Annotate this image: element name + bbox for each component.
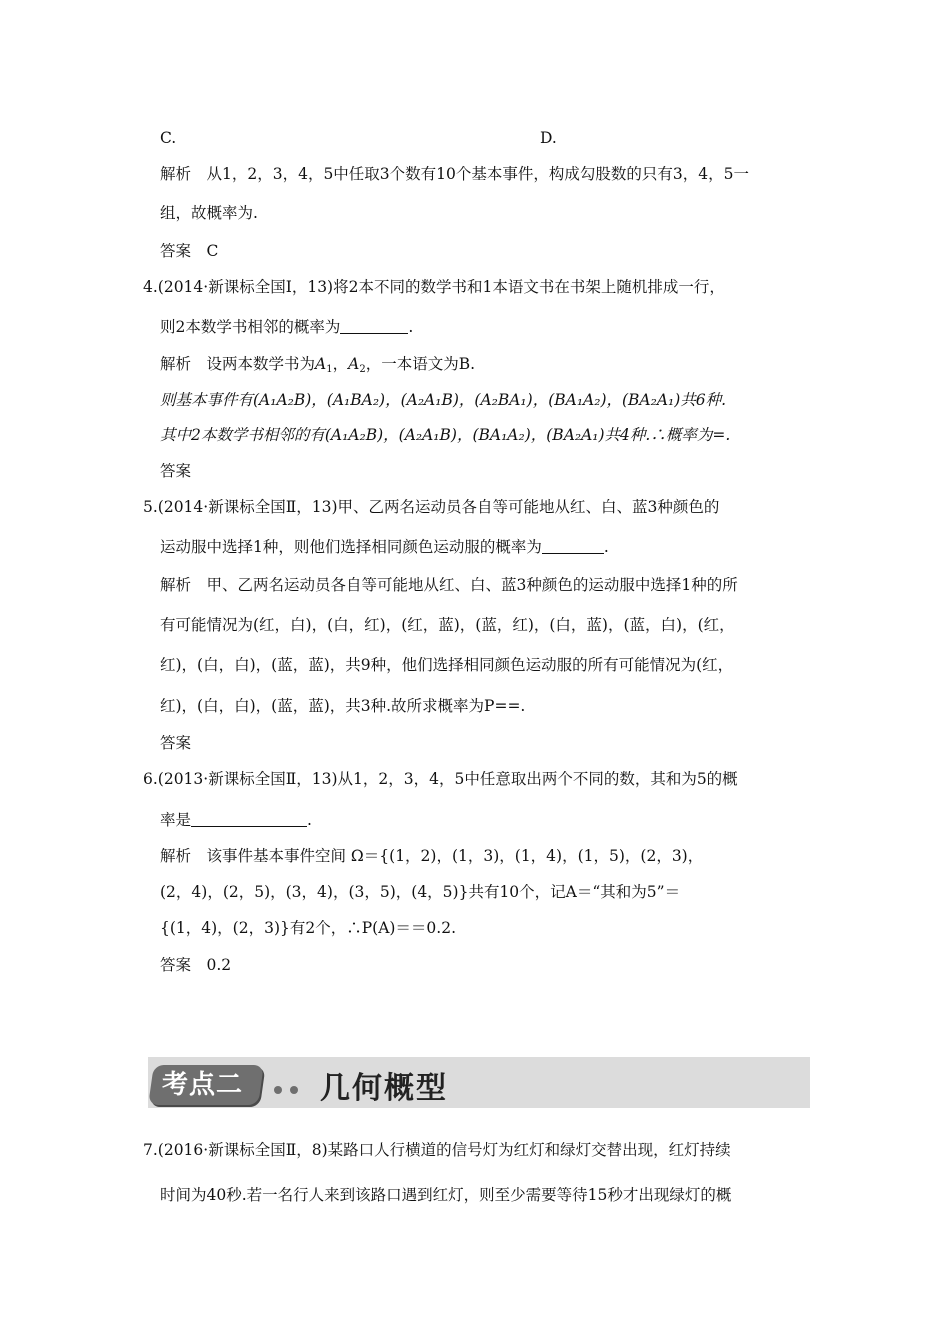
q6-stem-period: . [307,811,312,829]
q3-answer: 答案 C [160,242,219,260]
var-a1-sub: 1 [326,364,333,375]
q4-stem-line2 [160,317,413,337]
banner-dot-icon [274,1086,282,1094]
q4-stem-line1: 4.(2014·新课标全国Ⅰ，13)将2本不同的数学书和1本语文书在书架上随机排成一行， [143,278,725,296]
q3-analysis-line2: 组，故概率为. [160,204,258,222]
q6-stem-line1: 6.(2013·新课标全国Ⅱ，13)从1，2，3，4，5中任意取出两个不同的数，其和为5的概 [143,770,738,788]
option-c: C. [160,129,177,147]
var-a2: A [348,355,360,373]
q5-analysis-line2: 有可能情况为(红，白)，(白，红)，(红，蓝)，(蓝，红)，(白，蓝)，(蓝，白)，(红， [160,616,735,634]
q5-analysis-line3: 红)，(白，白)，(蓝，蓝)，共9种，他们选择相同颜色运动服的所有可能情况为(红， [160,656,734,674]
banner-dot-icon [290,1086,298,1094]
q4-analysis-comma: ， [332,355,349,373]
q6-analysis-line1: 解析 该事件基本事件空间 Ω＝{(1，2)，(1，3)，(1，4)，(1，5)，(2，3)， [160,847,704,865]
var-a1: A [315,355,327,373]
q3-analysis-line1: 解析 从1，2，3，4，5中任取3个数有10个基本事件，构成勾股数的只有3，4，5一 [160,165,749,183]
q6-analysis-line2: (2，4)，(2，5)，(3，4)，(3，5)，(4，5)}共有10个，记A＝“其和为5”＝ [160,883,681,901]
option-d: D. [540,129,557,147]
q4-analysis-text1: 解析 设两本数学书为 [160,355,316,373]
q4-stem-text: 则2本数学书相邻的概率为 [160,318,341,336]
section-tag-label: 考点二 [162,1070,244,1100]
q5-analysis-line1: 解析 甲、乙两名运动员各自等可能地从红、白、蓝3种颜色的运动服中选择1种的所 [160,576,738,594]
q5-stem-period: . [603,538,609,556]
q5-stem-line1: 5.(2014·新课标全国Ⅱ，13)甲、乙两名运动员各自等可能地从红、白、蓝3种颜色的 [143,498,720,516]
q7-stem-line2: 时间为40秒.若一名行人来到该路口遇到红灯，则至少需要等待15秒才出现绿灯的概 [160,1186,732,1204]
q4-stem-period: . [408,318,414,336]
q4-analysis-line1 [160,354,475,380]
q6-answer-blank [191,812,307,827]
q4-answer: 答案 [160,462,192,480]
q5-stem-line2 [160,537,609,557]
q6-stem-line2 [160,810,312,830]
q4-answer-blank [340,319,408,334]
q6-stem-text: 率是 [160,811,192,829]
q6-answer: 答案 0.2 [160,956,232,974]
q4-analysis-line2: 则基本事件有(A₁A₂B)，(A₁BA₂)，(A₂A₁B)，(A₂BA₁)，(BA₁A₂)，(BA₂A₁)共6种. [160,391,727,409]
q6-analysis-line3: {(1，4)，(2，3)}有2个，∴P(A)＝＝0.2. [160,919,457,937]
q7-stem-line1: 7.(2016·新课标全国Ⅱ，8)某路口人行横道的信号灯为红灯和绿灯交替出现，红灯持续 [143,1141,731,1159]
section-banner [148,1057,810,1108]
q4-analysis-text2: ，一本语文为B. [365,355,476,373]
q5-stem-text: 运动服中选择1种，则他们选择相同颜色运动服的概率为 [160,538,542,556]
var-a2-sub: 2 [359,364,366,375]
section-title: 几何概型 [320,1071,448,1106]
q5-answer: 答案 [160,734,192,752]
q5-answer-blank [542,539,604,554]
q5-analysis-line4: 红)，(白，白)，(蓝，蓝)，共3种.故所求概率为P==. [160,697,526,715]
q4-analysis-line3: 其中2本数学书相邻的有(A₁A₂B)，(A₂A₁B)，(BA₁A₂)，(BA₂A₁)共4种.∴概率为=. [160,426,731,444]
